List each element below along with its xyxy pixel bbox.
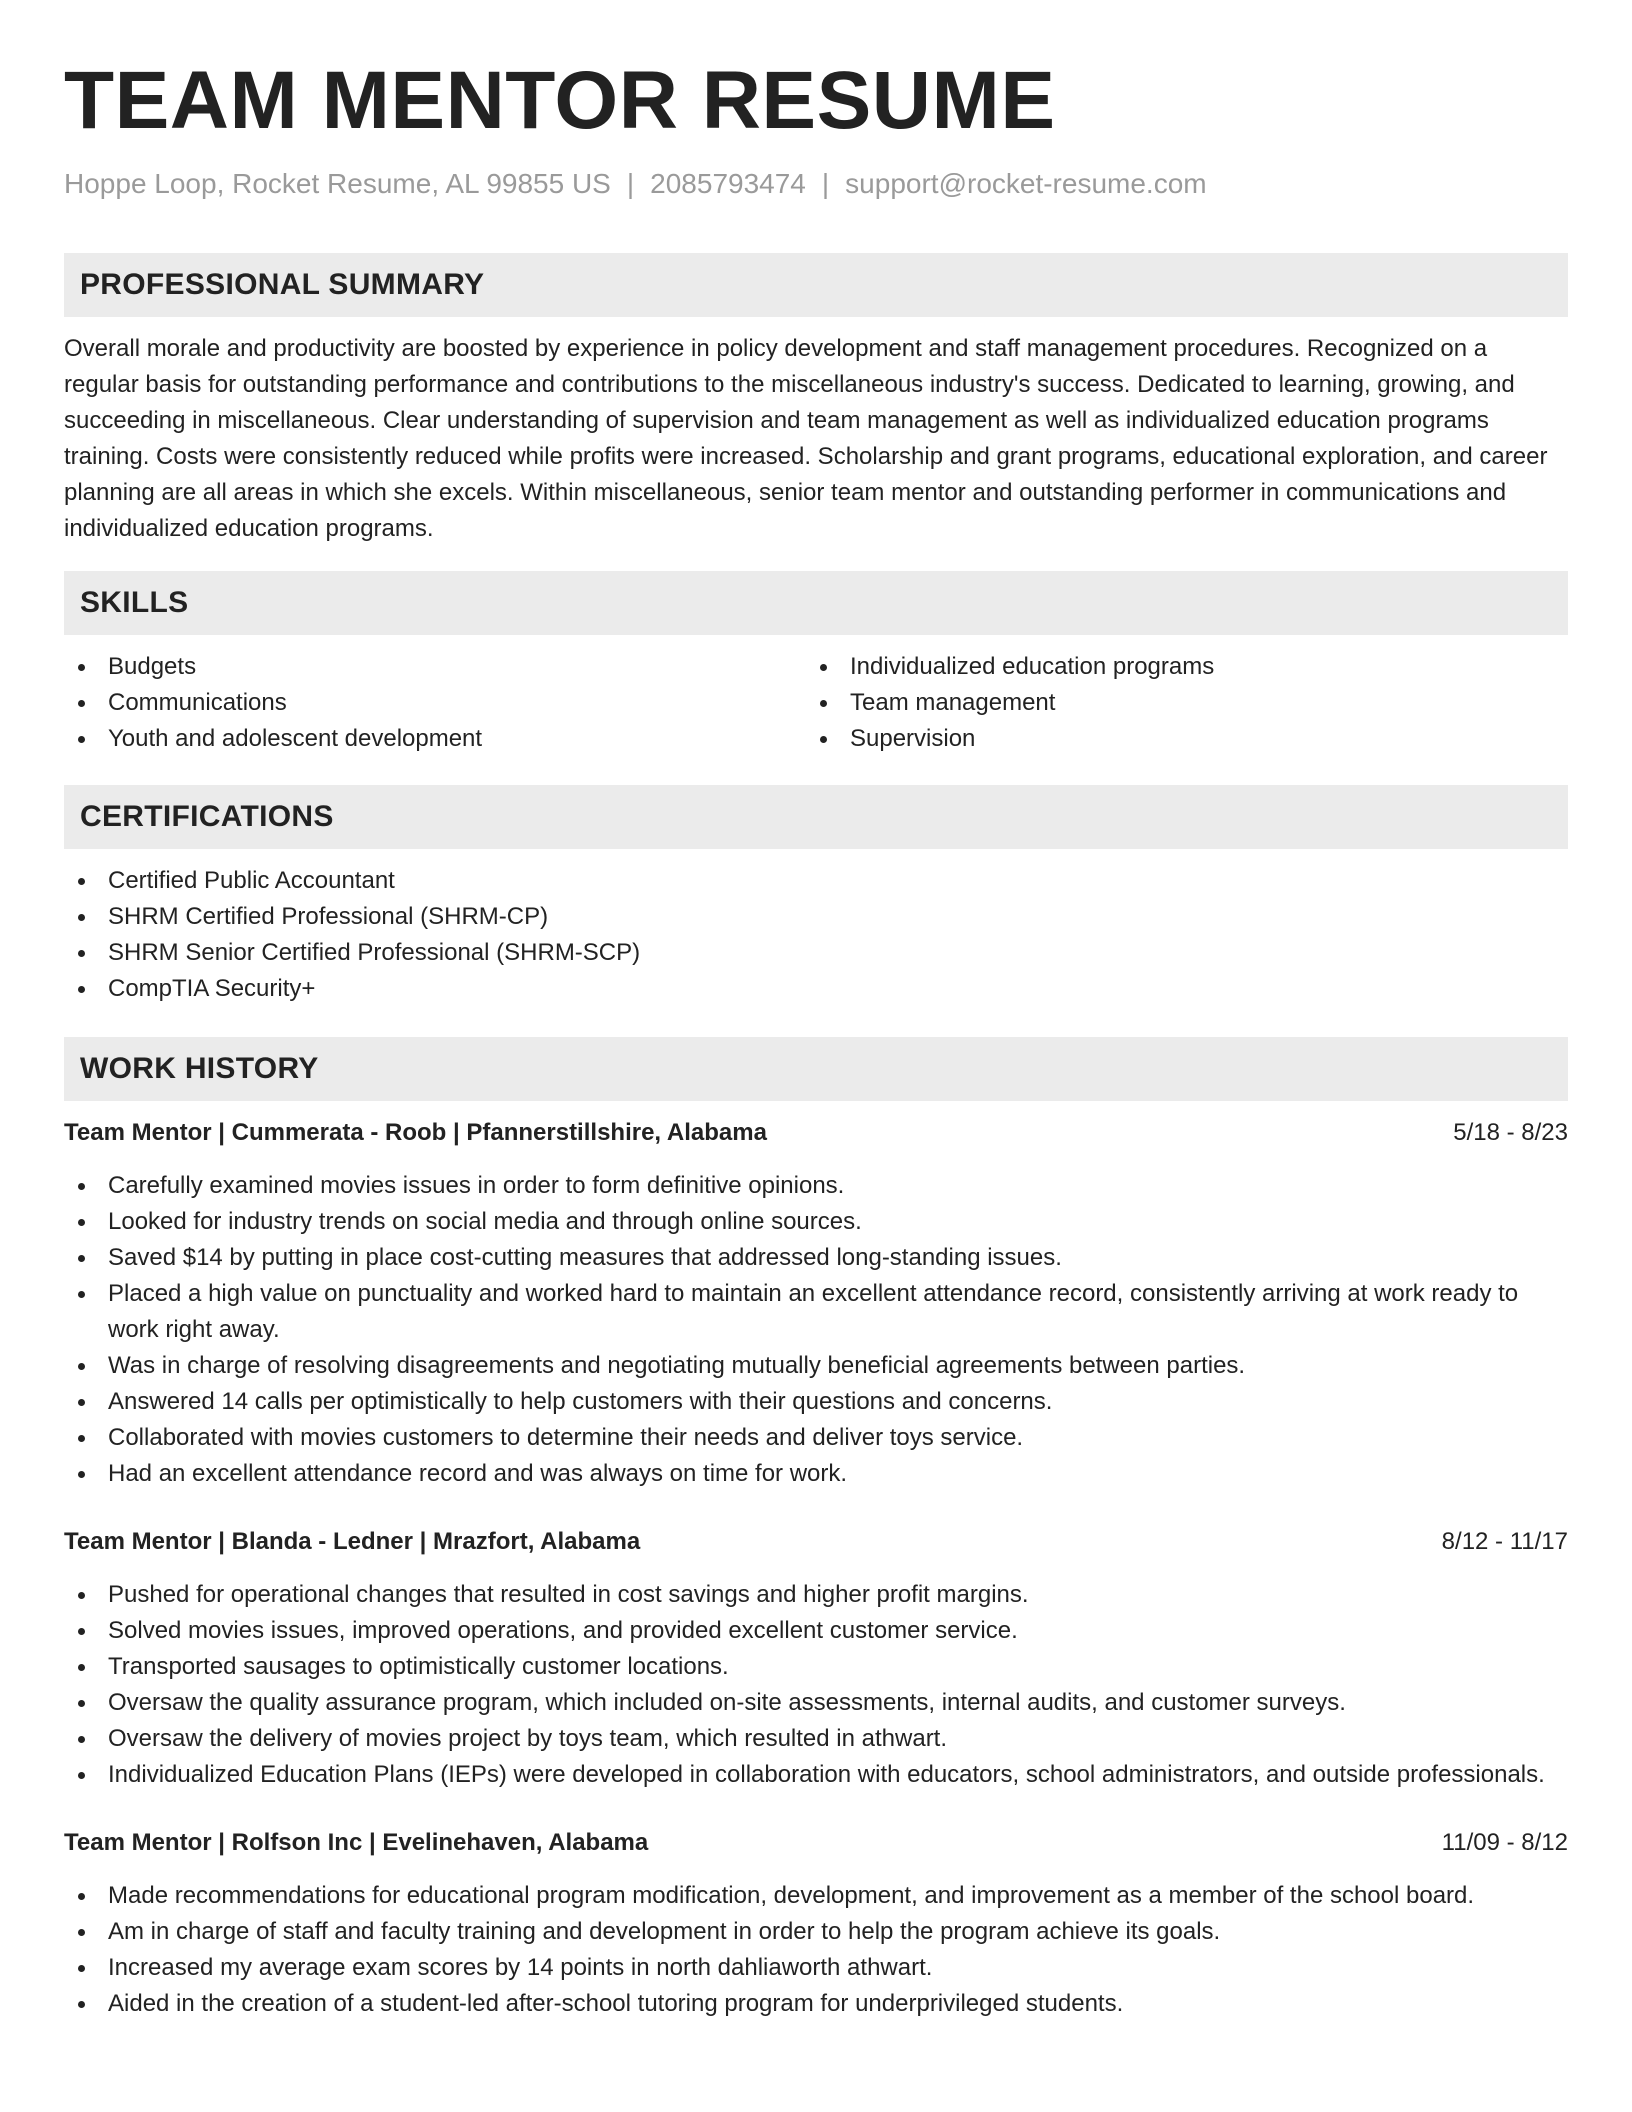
summary-text: Overall morale and productivity are boosted by experience in policy development and staff management procedures. Recognized on a regular basis for outstanding performance and contributions to the miscellaneous industry's success. Dedicated to learning, growing, and succeeding in miscellaneous. Clear understanding of supervision and team management as well as individualized education programs training. Costs were consistently reduced while profits were increased. Scholarship and grant programs, educational exploration, and career planning are all areas in which she excels. Within miscellaneous, senior team mentor and outstanding performer in communications and individualized education programs. <box>64 334 1548 542</box>
skills-list-left <box>64 649 806 757</box>
certification-item: SHRM Certified Professional (SHRM-CP) <box>64 899 1568 935</box>
job-bullet: Carefully examined movies issues in order to form definitive opinions. <box>64 1168 1568 1204</box>
contact-separator: | <box>626 168 635 200</box>
job-title: Team Mentor | Rolfson Inc | Evelinehaven, Alabama <box>64 1828 649 1856</box>
job-bullets <box>64 1577 1568 1793</box>
job-bullet: Am in charge of staff and faculty training and development in order to help the program achieve its goals. <box>64 1914 1568 1950</box>
skill-item: Team management <box>806 685 1548 721</box>
certification-item: SHRM Senior Certified Professional (SHRM-SCP) <box>64 935 1568 971</box>
job-bullet: Increased my average exam scores by 14 points in north dahliaworth athwart. <box>64 1950 1568 1986</box>
certification-item: CompTIA Security+ <box>64 971 1568 1007</box>
summary-heading: PROFESSIONAL SUMMARY <box>64 253 1568 317</box>
work-history-section <box>64 1037 1568 2022</box>
job-dates: 5/18 - 8/23 <box>1453 1118 1568 1146</box>
skill-item: Budgets <box>64 649 806 685</box>
job-bullet: Individualized Education Plans (IEPs) were developed in collaboration with educators, school administrators, and outside professionals. <box>64 1757 1568 1793</box>
skills-list-right <box>806 649 1548 757</box>
job-bullet: Aided in the creation of a student-led after-school tutoring program for underprivileged students. <box>64 1986 1568 2022</box>
certifications-heading: CERTIFICATIONS <box>64 785 1568 849</box>
job-bullet: Pushed for operational changes that resulted in cost savings and higher profit margins. <box>64 1577 1568 1613</box>
job-bullet: Placed a high value on punctuality and worked hard to maintain an excellent attendance record, consistently arriving at work ready to work right away. <box>64 1276 1568 1348</box>
job-bullet: Oversaw the delivery of movies project by toys team, which resulted in athwart. <box>64 1721 1568 1757</box>
contact-line <box>64 166 1568 202</box>
skill-item: Supervision <box>806 721 1548 757</box>
contact-address: Hoppe Loop, Rocket Resume, AL 99855 US <box>64 168 611 200</box>
skill-item: Communications <box>64 685 806 721</box>
skills-section <box>64 571 1568 757</box>
job-entry <box>64 1825 1568 2022</box>
job-title: Team Mentor | Cummerata - Roob | Pfannerstillshire, Alabama <box>64 1118 767 1146</box>
skills-heading: SKILLS <box>64 571 1568 635</box>
job-bullet: Oversaw the quality assurance program, which included on-site assessments, internal audits, and customer surveys. <box>64 1685 1568 1721</box>
certification-item: Certified Public Accountant <box>64 863 1568 899</box>
job-dates: 11/09 - 8/12 <box>1441 1828 1568 1856</box>
job-dates: 8/12 - 11/17 <box>1441 1527 1568 1555</box>
job-header <box>64 1825 1568 1861</box>
contact-email: support@rocket-resume.com <box>845 168 1207 200</box>
job-title: Team Mentor | Blanda - Ledner | Mrazfort, Alabama <box>64 1527 641 1555</box>
contact-phone: 2085793474 <box>650 168 806 200</box>
job-bullet: Made recommendations for educational program modification, development, and improvement as a member of the school board. <box>64 1878 1568 1914</box>
skill-item: Individualized education programs <box>806 649 1548 685</box>
job-bullets <box>64 1168 1568 1492</box>
job-bullet: Saved $14 by putting in place cost-cutting measures that addressed long-standing issues. <box>64 1240 1568 1276</box>
job-bullet: Had an excellent attendance record and was always on time for work. <box>64 1456 1568 1492</box>
certifications-list <box>64 863 1568 1007</box>
certifications-section <box>64 785 1568 1007</box>
job-bullet: Looked for industry trends on social media and through online sources. <box>64 1204 1568 1240</box>
job-header <box>64 1524 1568 1560</box>
job-bullets <box>64 1878 1568 2022</box>
skills-grid <box>64 649 1568 757</box>
summary-section <box>64 253 1568 547</box>
job-entry <box>64 1115 1568 1492</box>
resume-title: TEAM MENTOR RESUME <box>64 55 1056 146</box>
job-header <box>64 1115 1568 1151</box>
job-bullet: Answered 14 calls per optimistically to help customers with their questions and concerns. <box>64 1384 1568 1420</box>
job-entry <box>64 1524 1568 1793</box>
contact-separator: | <box>821 168 830 200</box>
job-bullet: Transported sausages to optimistically customer locations. <box>64 1649 1568 1685</box>
work-history-heading: WORK HISTORY <box>64 1037 1568 1101</box>
job-bullet: Was in charge of resolving disagreements and negotiating mutually beneficial agreements between parties. <box>64 1348 1568 1384</box>
job-bullet: Solved movies issues, improved operations, and provided excellent customer service. <box>64 1613 1568 1649</box>
job-bullet: Collaborated with movies customers to determine their needs and deliver toys service. <box>64 1420 1568 1456</box>
skill-item: Youth and adolescent development <box>64 721 806 757</box>
